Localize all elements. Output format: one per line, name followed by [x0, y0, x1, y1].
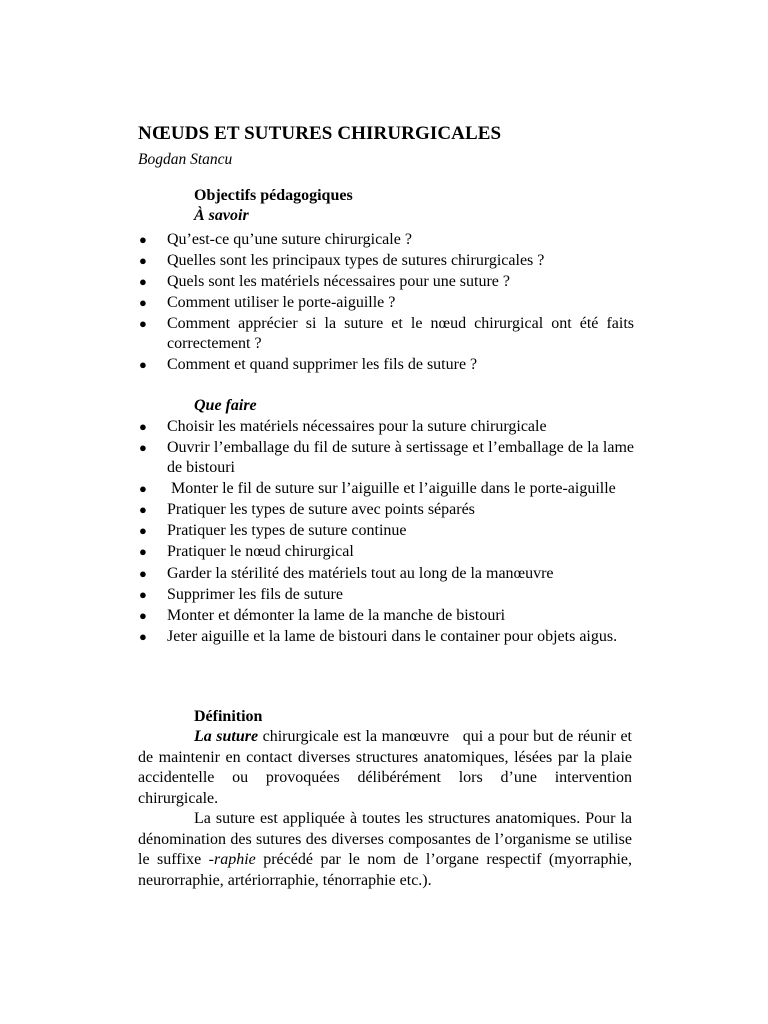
savoir-heading: À savoir	[194, 207, 249, 224]
bullet-icon: ●	[139, 274, 147, 290]
list-item	[138, 585, 634, 605]
faire-list	[138, 417, 634, 648]
list-item-text: Ouvrir l’emballage du fil de suture à sertissage et l’emballage de la lame de bistouri	[167, 439, 634, 477]
list-item	[138, 627, 634, 647]
list-item-text: Pratiquer les types de suture avec points séparés	[167, 501, 475, 519]
list-item	[138, 564, 634, 584]
list-item	[138, 438, 634, 478]
bullet-icon: ●	[139, 316, 147, 332]
list-item-text: Monter et démonter la lame de la manche de bistouri	[167, 606, 506, 624]
list-item	[138, 355, 634, 375]
definition-paragraph-1	[138, 727, 636, 809]
list-item-text: Qu’est-ce qu’une suture chirurgicale ?	[167, 231, 412, 248]
definition-heading: Définition	[194, 708, 263, 725]
list-item	[138, 521, 634, 541]
savoir-list	[138, 230, 634, 377]
definition-paragraph-2	[138, 809, 632, 891]
list-item-text: Garder la stérilité des matériels tout au long de la manœuvre	[167, 564, 554, 582]
list-item-text: Jeter aiguille et la lame de bistouri dans le container pour objets aigus.	[167, 627, 618, 645]
bullet-icon: ●	[139, 523, 147, 539]
list-item-text: Supprimer les fils de suture	[167, 585, 343, 603]
list-item-text: Choisir les matériels nécessaires pour la suture chirurgicale	[167, 418, 547, 435]
document-title: NŒUDS ET SUTURES CHIRURGICALES	[138, 123, 502, 144]
bullet-icon: ●	[139, 295, 147, 311]
bullet-icon: ●	[139, 544, 147, 560]
list-item-text: Quelles sont les principaux types de sutures chirurgicales ?	[167, 252, 545, 270]
list-item-text: Comment et quand supprimer les fils de suture ?	[167, 356, 478, 374]
list-item-text: Pratiquer le nœud chirurgical	[167, 543, 354, 561]
faire-heading: Que faire	[194, 397, 257, 414]
list-item	[138, 500, 634, 520]
bullet-icon: ●	[139, 628, 147, 644]
list-item-text: Comment apprécier si la suture et le nœud chirurgical ont été faits correctement ?	[167, 315, 634, 353]
suffix-term: -raphie	[208, 851, 256, 868]
list-item-text: Quels sont les matériels nécessaires pour une suture ?	[167, 273, 511, 291]
list-item	[138, 314, 634, 354]
bullet-icon: ●	[139, 232, 147, 247]
bullet-icon: ●	[139, 357, 147, 373]
list-item	[138, 542, 634, 562]
definition-text: chirurgicale est la manœuvre qui a pour but de réunir et de maintenir en contact diverses structures anatomiques, lésées par la plaie accidentelle ou provoquées délibérément lors d’une intervention chirurgicale.	[138, 728, 636, 807]
list-item	[138, 606, 634, 626]
definition-term: La suture	[194, 728, 259, 745]
objectives-heading: Objectifs pédagogiques	[194, 187, 353, 204]
bullet-icon: ●	[139, 481, 147, 497]
list-item	[138, 251, 634, 271]
bullet-icon: ●	[139, 586, 147, 602]
list-item-text: Pratiquer les types de suture continue	[167, 522, 407, 540]
bullet-icon: ●	[139, 502, 147, 518]
bullet-icon: ●	[139, 565, 147, 581]
bullet-icon: ●	[139, 419, 147, 434]
bullet-icon: ●	[139, 253, 147, 269]
list-item	[138, 293, 634, 313]
bullet-icon: ●	[139, 607, 147, 623]
list-item	[138, 479, 634, 499]
document-author: Bogdan Stancu	[138, 151, 233, 168]
bullet-icon: ●	[139, 440, 147, 456]
definition-text-a: La suture est appliquée à toutes les structures anatomiques. Pour la dénomination des sutures des diverses composantes de l’organisme se utilise le suffixe	[138, 810, 632, 868]
list-item	[138, 272, 634, 292]
list-item-text: Comment utiliser le porte-aiguille ?	[167, 294, 396, 312]
definition-text-b: précédé par le nom de l’organe respectif (myorraphie, neurorraphie, artériorraphie, ténorraphie etc.).	[138, 851, 632, 889]
list-item	[138, 230, 634, 250]
list-item-text: Monter le fil de suture sur l’aiguille et l’aiguille dans le porte-aiguille	[167, 480, 616, 498]
list-item	[138, 417, 634, 437]
